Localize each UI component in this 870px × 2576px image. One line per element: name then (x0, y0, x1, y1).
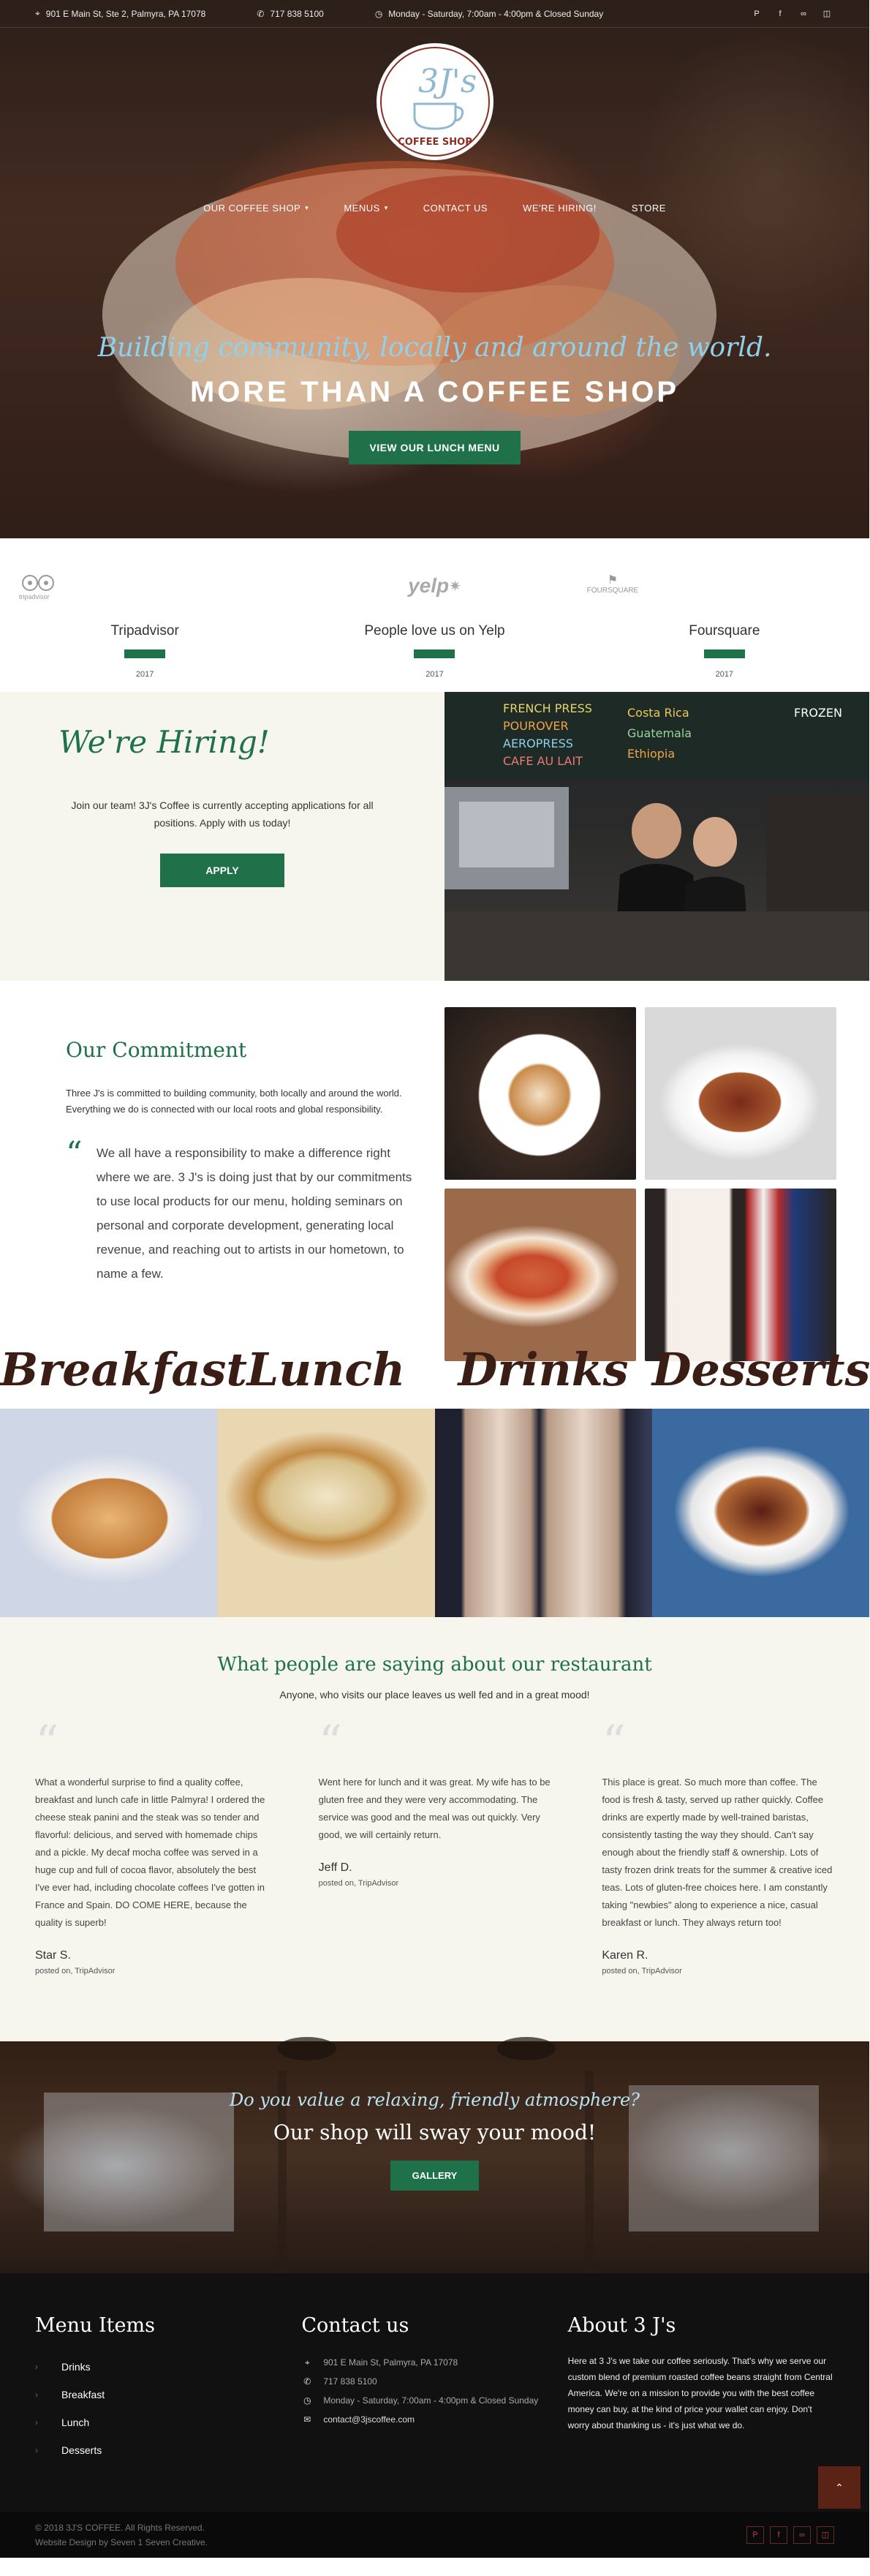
commitment-text (0, 1009, 445, 1347)
badge-bar (704, 649, 745, 658)
facebook-icon[interactable]: f (770, 2526, 787, 2544)
footer-menu-label: Desserts (61, 2444, 102, 2456)
commitment-section (0, 981, 869, 1347)
nav-label: CONTACT US (423, 203, 488, 214)
copyright-text: © 2018 3J'S COFFEE. All Rights Reserved. (35, 2522, 205, 2533)
svg-text:FROZEN: FROZEN (794, 706, 842, 720)
svg-text:POUROVER: POUROVER (503, 719, 569, 733)
tripadvisor-icon[interactable]: ∞ (801, 9, 806, 18)
contact-text: 717 838 5100 (323, 2376, 377, 2387)
gallery-banner (0, 2041, 869, 2273)
commitment-title: Our Commitment (66, 1038, 247, 1062)
footer-social-links (746, 2526, 834, 2544)
footer-menu-label: Lunch (61, 2417, 90, 2428)
testimonial-text: This place is great. So much more than coffee. The food is fresh & tasty, served up rather quickly. Coffee drinks are expertly made by well-trained baristas, consistently tasting the way they should. Can't say enough about the friendly staff & ownership. Lots of tasty frozen drink treats for the summer & creative iced teas. Lots of gluten-free choices here. I am constantly taking "newbies" along to experience a nice, casual breakfast or lunch. They always return too! (602, 1777, 833, 1928)
site-footer (0, 2273, 869, 2512)
desserts-photo[interactable] (652, 1409, 869, 1617)
burst-icon: ✷ (449, 578, 461, 595)
svg-text:tripadvisor: tripadvisor (19, 593, 50, 600)
testimonial-card (318, 1716, 551, 1976)
testimonial-card (35, 1716, 268, 1976)
nav-label: WE'RE HIRING! (523, 203, 597, 214)
waffle-photo[interactable] (645, 1007, 836, 1180)
hiring-title: We're Hiring! (58, 724, 270, 760)
footer-credits (35, 2520, 208, 2550)
map-pin-icon: ⌖ (304, 2357, 310, 2368)
hiring-section (0, 692, 869, 981)
hero-headline: MORE THAN A COFFEE SHOP (189, 376, 680, 408)
footer-menu-label: Breakfast (61, 2389, 105, 2400)
sandwich-photo[interactable] (445, 1189, 636, 1361)
footer-address (301, 2353, 567, 2372)
nav-were-hiring[interactable] (523, 203, 597, 214)
latte-photo[interactable] (445, 1007, 636, 1180)
footer-menu-title: Menu Items (35, 2314, 155, 2337)
nav-contact-us[interactable] (423, 203, 488, 214)
footer-contact-list (301, 2353, 567, 2429)
footer-bottom-bar (0, 2481, 869, 2558)
footer-contact-column (301, 2314, 567, 2512)
clock-icon: ◷ (303, 2395, 311, 2406)
footer-menu-item[interactable] (35, 2409, 301, 2436)
badge-name: Foursquare (689, 623, 760, 639)
svg-text:CAFE AU LAIT: CAFE AU LAIT (503, 754, 583, 768)
foursquare-wordmark: FOURSQUARE (586, 587, 639, 595)
footer-menu-item[interactable] (35, 2436, 301, 2464)
quote-icon: “ (318, 1716, 343, 1770)
hero-section (0, 0, 869, 538)
nav-store[interactable] (632, 203, 666, 214)
menu-breakfast[interactable] (0, 1343, 248, 1617)
footer-hours (301, 2391, 567, 2410)
footer-about-text: Here at 3 J's we take our coffee seriously. That's why we serve our custom blend of premium roasted coffee beans straight from Central America. We're on a mission to provide you with the best coffee money can buy, at the kind of price your wallet can enjoy. Don't worry about thanking us - it's just what we do. (567, 2356, 833, 2430)
apply-button[interactable]: APPLY (160, 854, 284, 887)
phone-icon: ✆ (257, 8, 265, 19)
phone-text[interactable]: 717 838 5100 (270, 8, 324, 19)
address-text: 901 E Main St, Ste 2, Palmyra, PA 17078 (45, 8, 206, 19)
svg-text:3J's: 3J's (418, 63, 477, 100)
commitment-quote (66, 1135, 423, 1286)
testimonial-source: posted on, TripAdvisor (35, 1967, 116, 1976)
badge-name: People love us on Yelp (364, 623, 505, 639)
badge-bar (414, 649, 455, 658)
foursquare-icon: ⚑ (607, 574, 619, 587)
footer-menu-list (35, 2353, 301, 2464)
svg-text:AEROPRESS: AEROPRESS (503, 737, 573, 750)
mail-icon: ✉ (303, 2414, 311, 2425)
contact-text: Monday - Saturday, 7:00am - 4:00pm & Closed Sunday (323, 2395, 539, 2406)
nav-label: OUR COFFEE SHOP (203, 203, 301, 214)
chevron-right-icon: › (35, 2389, 38, 2400)
badge-tripadvisor[interactable] (0, 568, 290, 692)
baristas-image (445, 692, 869, 981)
owl-icon (19, 571, 57, 600)
top-info-bar (0, 0, 869, 28)
nav-our-coffee-shop[interactable] (203, 203, 309, 214)
tripadvisor-logo[interactable] (0, 568, 290, 604)
menu-label: Desserts (651, 1343, 870, 1396)
commitment-quote-text: We all have a responsibility to make a difference right where we are. 3 J's is doing just that by our commitments to use local products for our menu, holding seminars on personal and corporate development, generating local revenue, and reaching out to artists in our hometown, to name a few. (97, 1146, 412, 1281)
design-credit[interactable]: Website Design by Seven 1 Seven Creative. (35, 2537, 208, 2547)
footer-menu-label: Drinks (61, 2361, 91, 2373)
menu-label: Drinks (458, 1343, 629, 1396)
svg-text:Costa Rica: Costa Rica (627, 706, 689, 720)
top-social-links (749, 7, 834, 21)
menu-lunch[interactable] (217, 1343, 434, 1617)
foursquare-logo[interactable] (580, 568, 869, 604)
address-info (35, 8, 205, 19)
badge-year: 2017 (715, 670, 734, 679)
testimonial-card (602, 1716, 834, 1976)
footer-menu-item[interactable] (35, 2353, 301, 2381)
chevron-right-icon: › (35, 2445, 38, 2455)
yelp-wordmark: yelp (408, 574, 450, 597)
footer-menu-column (35, 2314, 301, 2512)
testimonials-subtitle: Anyone, who visits our place leaves us well fed and in a great mood! (279, 1689, 590, 1701)
testimonial-source: posted on, TripAdvisor (318, 1879, 399, 1888)
chevron-right-icon: › (35, 2362, 38, 2372)
scroll-to-top-button[interactable] (818, 2466, 860, 2509)
instagram-icon[interactable]: ◫ (822, 10, 831, 18)
menu-categories (0, 1343, 869, 1617)
lunch-photo[interactable] (217, 1409, 434, 1617)
menu-desserts[interactable] (652, 1343, 869, 1617)
hero-text-block (0, 333, 869, 464)
menu-drinks[interactable] (435, 1343, 652, 1617)
tripadvisor-icon[interactable]: ∞ (793, 2526, 811, 2544)
logo-text: COFFEE SHOP (398, 137, 472, 148)
view-lunch-menu-button[interactable]: VIEW OUR LUNCH MENU (349, 431, 520, 464)
footer-about-title: About 3 J's (567, 2314, 676, 2337)
badge-yelp[interactable] (290, 568, 579, 692)
testimonial-author: Star S. (35, 1949, 71, 1962)
testimonials-section (0, 1617, 869, 2041)
testimonials-title: What people are saying about our restaurant (217, 1654, 652, 1676)
hiring-text (0, 692, 445, 981)
site-logo[interactable] (374, 41, 496, 162)
badge-bar (124, 649, 165, 658)
yelp-logo[interactable] (290, 568, 579, 604)
badge-year: 2017 (425, 670, 444, 679)
footer-contact-title: Contact us (301, 2314, 409, 2337)
phone-icon: ✆ (303, 2376, 311, 2387)
gallery-text (0, 2041, 869, 2191)
hours-info (375, 9, 603, 19)
svg-text:Ethiopia: Ethiopia (627, 747, 676, 761)
contact-text: 901 E Main St, Palmyra, PA 17078 (323, 2357, 458, 2368)
gallery-button[interactable]: GALLERY (390, 2161, 480, 2191)
instagram-icon[interactable]: ◫ (817, 2526, 834, 2544)
chevron-down-icon: ▾ (384, 204, 388, 211)
commitment-intro: Three J's is committed to building community, both locally and around the world. Everything we do is connected with our local roots and global responsibility. (66, 1088, 402, 1115)
hours-text: Monday - Saturday, 7:00am - 4:00pm & Closed Sunday (388, 8, 604, 19)
testimonial-source: posted on, TripAdvisor (602, 1967, 682, 1976)
review-badges (0, 538, 869, 692)
drinks-photo[interactable] (435, 1409, 652, 1617)
menu-label: Lunch (246, 1343, 406, 1396)
testimonial-text: What a wonderful surprise to find a quality coffee, breakfast and lunch cafe in little Palmyra! I ordered the cheese steak panini and the steak was so tender and flavorful: delicious, and served with homemade chips and a pickle. My decaf mocha coffee was served in a huge cup and full of cocoa flavor, absolutely the best I've ever had, including chocolate coffees I've gotten in France and Spain. DO COME HERE, because the quality is superb! (35, 1777, 265, 1928)
badge-year: 2017 (135, 670, 154, 679)
map-pin-icon: ⌖ (35, 8, 40, 18)
quote-icon: “ (35, 1716, 59, 1770)
contact-text: contact@3jscoffee.com (323, 2414, 415, 2425)
phone-info[interactable] (257, 9, 323, 19)
baristas-photo (445, 692, 869, 981)
chevron-down-icon: ▾ (305, 204, 309, 211)
facebook-icon[interactable]: f (779, 9, 782, 18)
testimonials-list (0, 1716, 869, 1976)
nav-menus[interactable] (344, 203, 387, 214)
nav-label: STORE (631, 203, 666, 214)
clock-icon: ◷ (374, 8, 383, 19)
testimonial-author: Karen R. (602, 1949, 648, 1962)
pinterest-icon[interactable]: P (746, 2526, 764, 2544)
svg-text:FRENCH PRESS: FRENCH PRESS (503, 701, 592, 715)
testimonial-text: Went here for lunch and it was great. My wife has to be gluten free and they were very accommodating. The service was good and the meal was out quickly. Very good, we will certainly return. (318, 1777, 551, 1840)
footer-email[interactable] (301, 2410, 567, 2429)
pinterest-icon[interactable]: P (754, 9, 760, 18)
hot-cocoa-photo[interactable] (645, 1189, 836, 1361)
hero-tagline: Building community, locally and around the world. (97, 333, 772, 363)
footer-about-column (568, 2314, 834, 2512)
breakfast-photo[interactable] (0, 1409, 217, 1617)
menu-label: Breakfast (0, 1343, 248, 1396)
food-photo-grid (445, 1007, 836, 1347)
nav-label: MENUS (344, 203, 380, 214)
chevron-right-icon: › (35, 2417, 38, 2428)
footer-menu-item[interactable] (35, 2381, 301, 2409)
quote-icon: “ (602, 1716, 627, 1770)
badge-foursquare[interactable] (580, 568, 869, 692)
hiring-description: Join our team! 3J's Coffee is currently accepting applications for all positions. Apply with us today! (71, 799, 374, 829)
testimonial-author: Jeff D. (318, 1861, 352, 1874)
chevron-up-icon: ⌃ (835, 2481, 844, 2493)
quote-icon: “ (66, 1135, 83, 1172)
footer-phone[interactable] (301, 2372, 567, 2391)
badge-name: Tripadvisor (110, 623, 179, 639)
gallery-statement: Our shop will sway your mood! (273, 2120, 597, 2144)
main-nav (0, 203, 869, 214)
svg-text:Guatemala: Guatemala (627, 726, 692, 740)
gallery-question: Do you value a relaxing, friendly atmosphere? (229, 2090, 640, 2110)
